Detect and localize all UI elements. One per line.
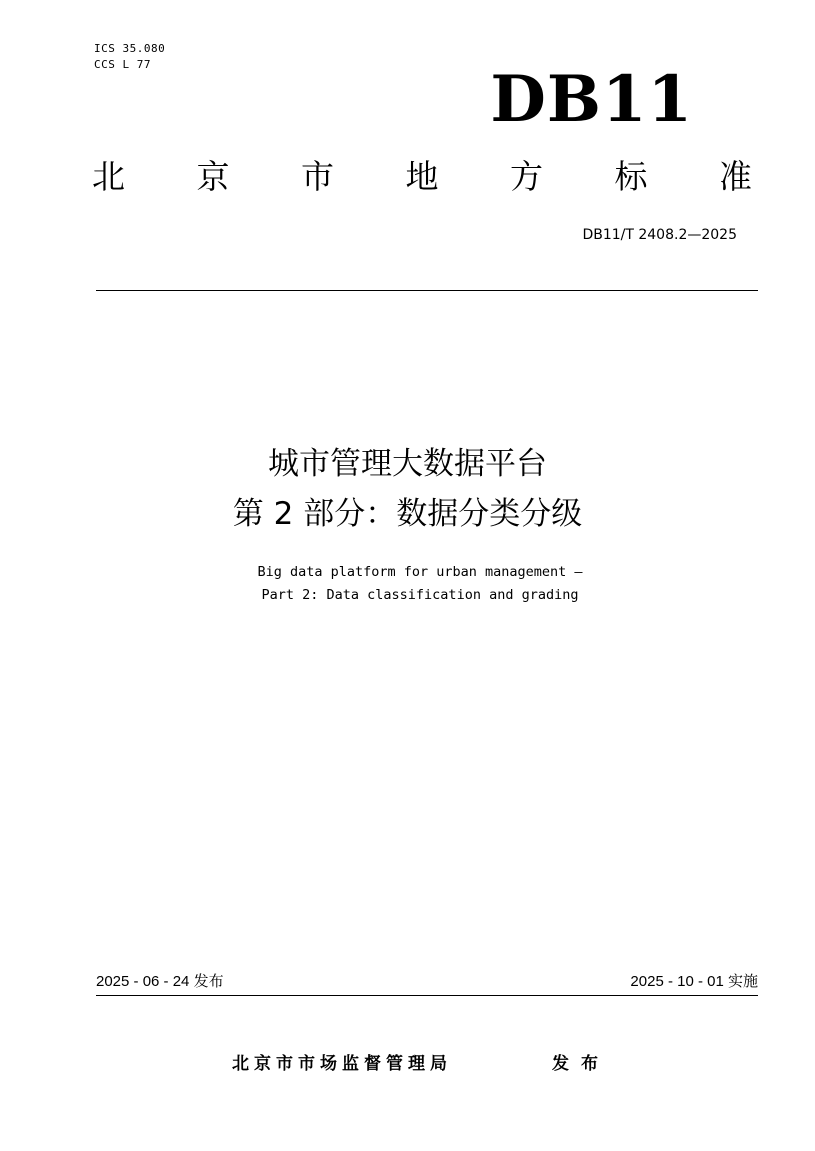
standard-type-char: 京: [196, 157, 230, 196]
publish-label: 发布: [552, 1054, 610, 1074]
standard-type-char: 地: [405, 157, 439, 196]
title-en-line1: Big data platform for urban management —: [257, 564, 583, 580]
title-cn-line1: 城市管理大数据平台: [268, 446, 547, 482]
standard-type-char: 准: [719, 157, 752, 196]
top-divider: [96, 290, 758, 291]
bottom-divider: [96, 995, 758, 996]
standard-type-heading: [92, 154, 752, 200]
publisher-name: 北京市市场监督管理局: [232, 1054, 452, 1074]
issue-date: 2025 - 06 - 24 发布: [96, 973, 224, 990]
standard-type-char: 市: [301, 157, 334, 196]
ics-code: ICS 35.080: [94, 42, 166, 55]
standard-type-char: 方: [510, 157, 543, 196]
standard-type-char: 北: [92, 157, 125, 196]
title-en-line2: Part 2: Data classification and grading: [261, 587, 579, 603]
standard-number: DB11/T 2408.2—2025: [582, 227, 737, 243]
title-cn-line2: 第 2 部分：数据分类分级: [232, 496, 583, 532]
db-logo: DB11: [490, 62, 693, 137]
ccs-code: CCS L 77: [94, 58, 151, 71]
implementation-date: 2025 - 10 - 01 实施: [630, 973, 758, 990]
standard-type-char: 标: [614, 157, 648, 196]
